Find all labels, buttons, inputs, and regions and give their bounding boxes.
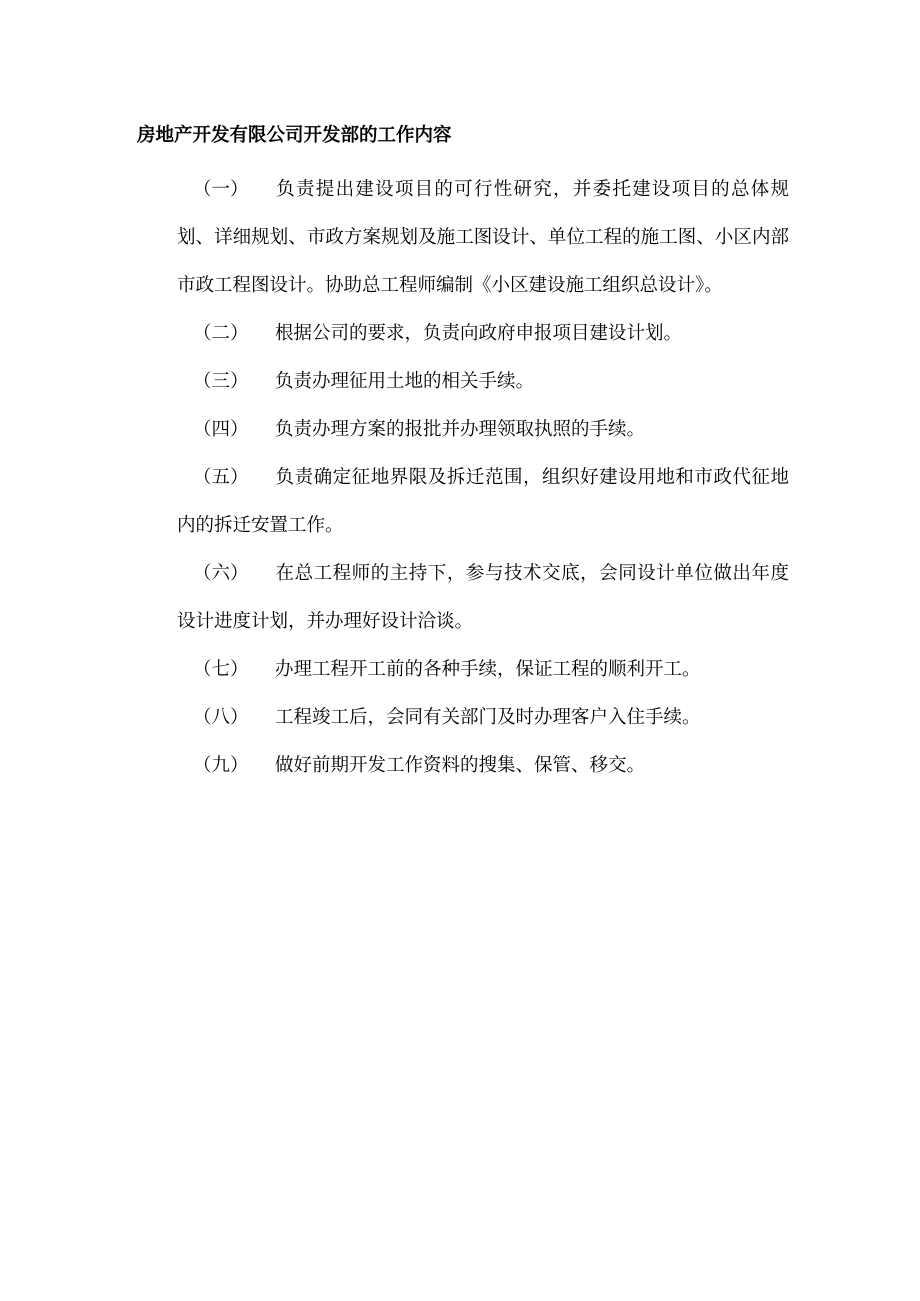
item-text: 在总工程师的主持下，参与技术交底，会同设计单位做出年度设计进度计划，并办理好设计洽谈。 bbox=[177, 563, 789, 632]
item-text: 负责确定征地界限及拆迁范围，组织好建设用地和市政代征地内的拆迁安置工作。 bbox=[177, 467, 789, 536]
item-text: 做好前期开发工作资料的搜集、保管、移交。 bbox=[275, 755, 646, 776]
list-item bbox=[177, 358, 789, 406]
list-item bbox=[177, 406, 789, 454]
item-number: （九） bbox=[193, 755, 249, 776]
item-number: （八） bbox=[193, 707, 249, 728]
item-text: 负责办理方案的报批并办理领取执照的手续。 bbox=[275, 419, 646, 440]
item-number: （二） bbox=[193, 323, 249, 344]
list-item bbox=[177, 646, 789, 694]
item-text: 负责提出建设项目的可行性研究，并委托建设项目的总体规划、详细规划、市政方案规划及施工图设计、单位工程的施工图、小区内部市政工程图设计。协助总工程师编制《小区建设施工组织总设计》。 bbox=[177, 179, 789, 296]
item-text: 负责办理征用土地的相关手续。 bbox=[275, 371, 535, 392]
item-number: （五） bbox=[193, 467, 249, 488]
item-text: 工程竣工后，会同有关部门及时办理客户入住手续。 bbox=[275, 707, 701, 728]
item-number: （七） bbox=[193, 659, 249, 680]
work-content-list bbox=[177, 166, 789, 790]
list-item bbox=[177, 454, 789, 550]
item-text: 根据公司的要求，负责向政府申报项目建设计划。 bbox=[275, 323, 683, 344]
item-number: （六） bbox=[193, 563, 249, 584]
document-title: 房地产开发有限公司开发部的工作内容 bbox=[137, 125, 452, 146]
item-text: 办理工程开工前的各种手续，保证工程的顺利开工。 bbox=[275, 659, 701, 680]
list-item bbox=[177, 166, 789, 310]
list-item bbox=[177, 310, 789, 358]
item-number: （四） bbox=[193, 419, 249, 440]
list-item bbox=[177, 694, 789, 742]
list-item bbox=[177, 550, 789, 646]
item-number: （三） bbox=[193, 371, 249, 392]
item-number: （一） bbox=[193, 179, 249, 200]
list-item bbox=[177, 742, 789, 790]
